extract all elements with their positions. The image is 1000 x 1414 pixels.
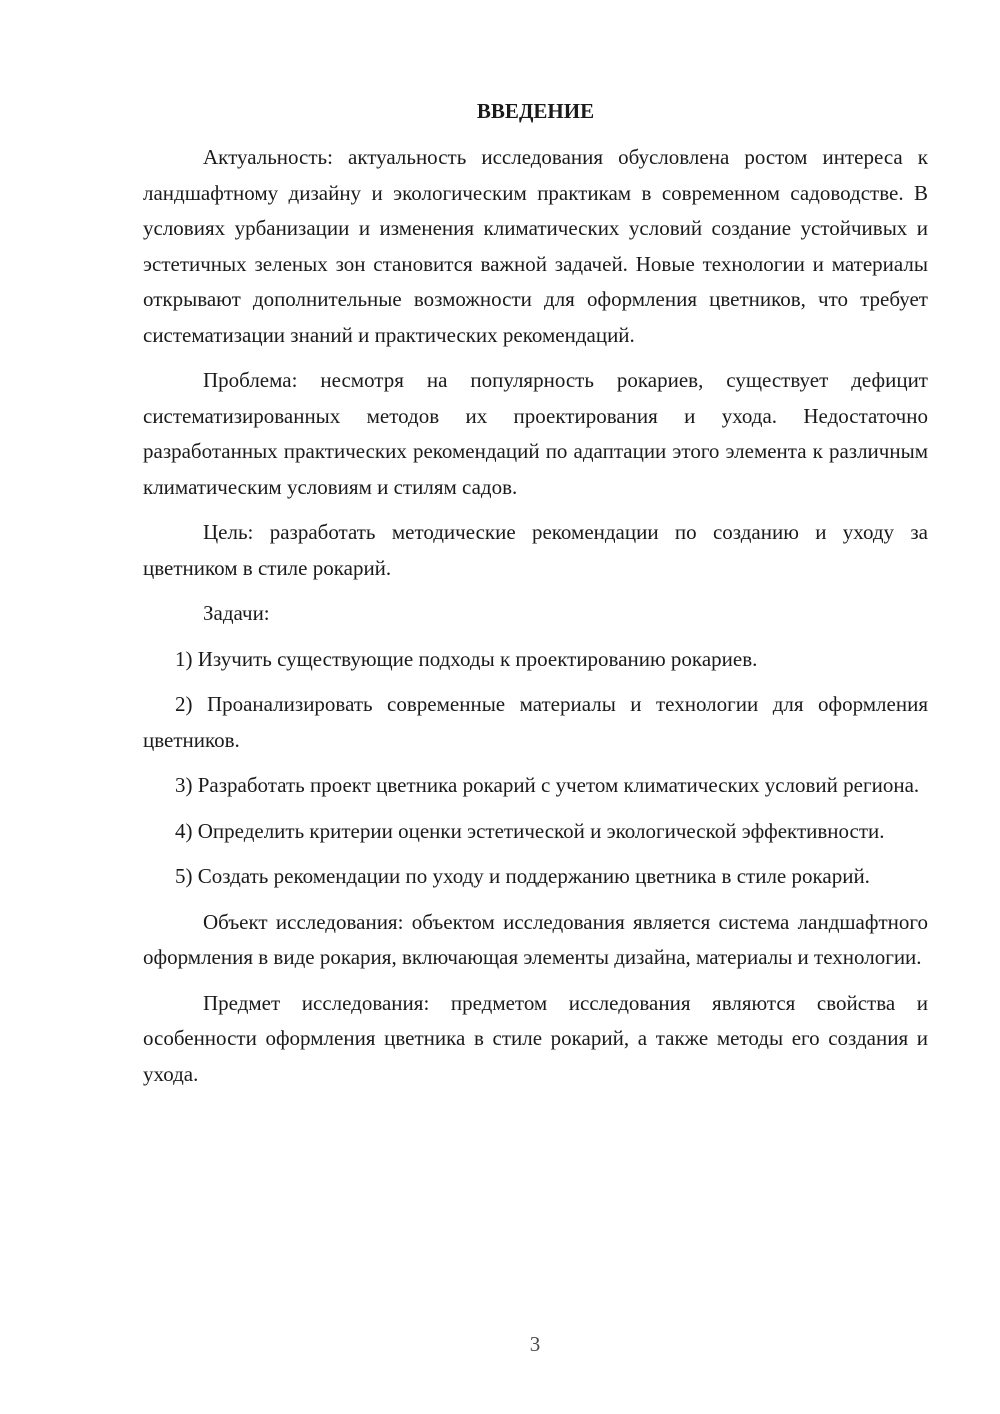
task-item-2: 2) Проанализировать современные материалы и технологии для оформления цветников. bbox=[143, 692, 928, 752]
section-title: ВВЕДЕНИЕ bbox=[476, 99, 595, 123]
paragraph-goal: Цель: разработать методические рекомендации по созданию и уходу за цветником в стиле рокарий. bbox=[143, 520, 928, 580]
document-page bbox=[143, 96, 928, 1102]
paragraph-object: Объект исследования: объектом исследования является система ландшафтного оформления в виде рокария, включающая элементы дизайна, материалы и технологии. bbox=[143, 909, 928, 969]
tasks-heading: Задачи: bbox=[203, 601, 270, 625]
page-number: 3 bbox=[529, 1332, 541, 1356]
task-item-3: 3) Разработать проект цветника рокарий с учетом климатических условий региона. bbox=[175, 773, 920, 797]
paragraph-problem: Проблема: несмотря на популярность рокариев, существует дефицит систематизированных методов их проектирования и ухода. Недостаточно разработанных практических рекомендаций по адаптации этого элемента к различным климатическим условиям и стилям садов. bbox=[143, 368, 928, 499]
paragraph-subject: Предмет исследования: предметом исследования являются свойства и особенности оформления цветника в стиле рокарий, а также методы его создания и ухода. bbox=[143, 990, 928, 1086]
task-item-5: 5) Создать рекомендации по уходу и поддержанию цветника в стиле рокарий. bbox=[175, 864, 870, 888]
task-item-1: 1) Изучить существующие подходы к проектированию рокариев. bbox=[175, 646, 758, 671]
paragraph-relevance: Актуальность: актуальность исследования обусловлена ростом интереса к ландшафтному дизайну и экологическим практикам в современном садоводстве. В условиях урбанизации и изменения климатических условий создание устойчивых и эстетичных зеленых зон становится важной задачей. Новые технологии и материалы открывают дополнительные возможности для оформления цветников, что требует систематизации знаний и практических рекомендаций. bbox=[143, 145, 928, 347]
task-item-4: 4) Определить критерии оценки эстетической и экологической эффективности. bbox=[175, 818, 885, 843]
